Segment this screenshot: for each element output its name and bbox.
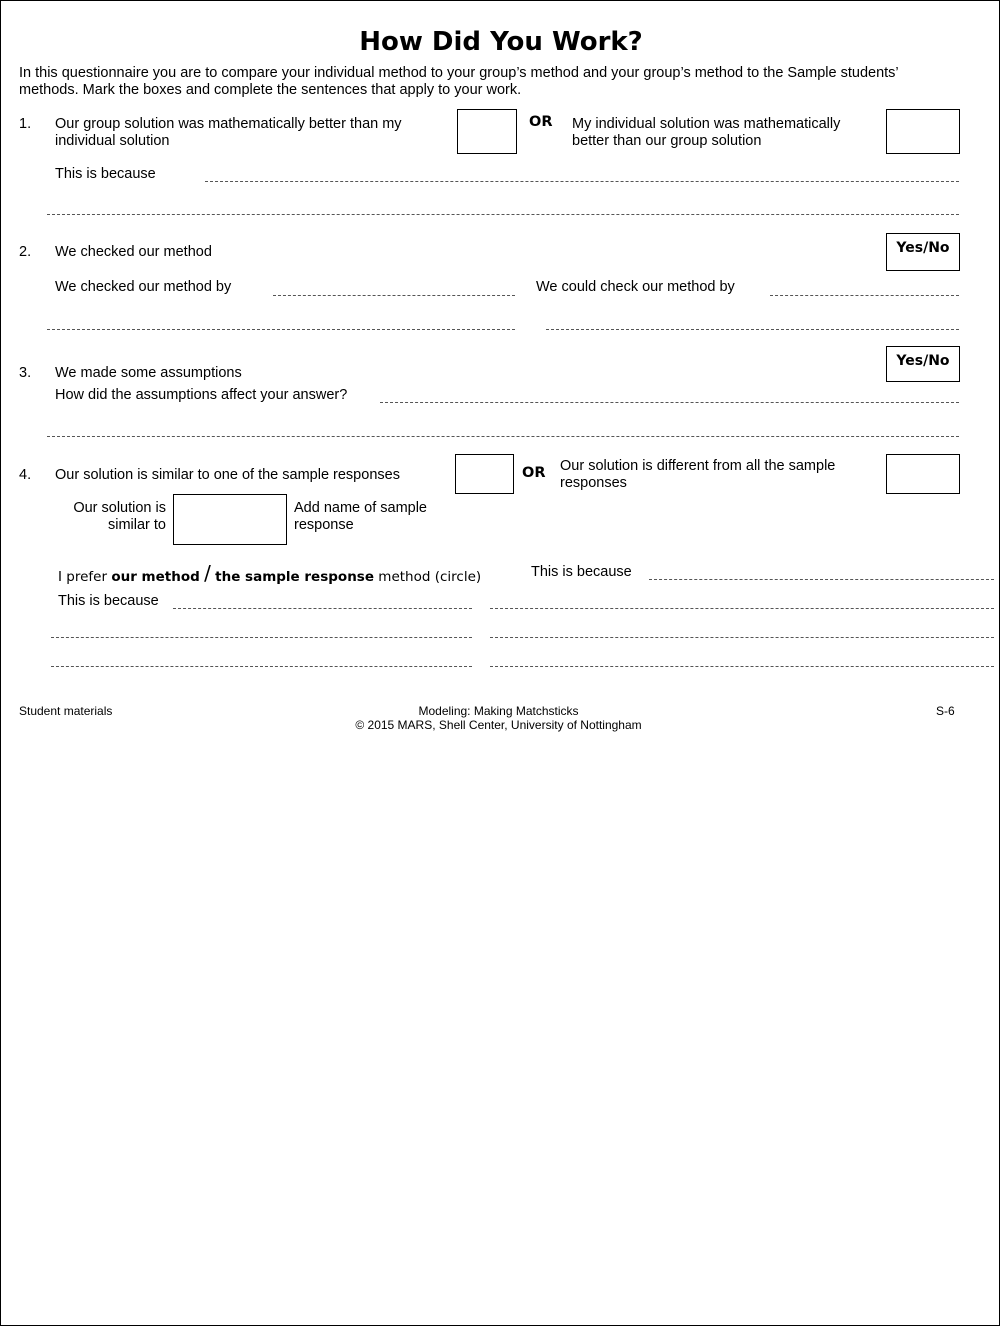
footer-center-line-1: Modeling: Making Matchsticks [418,704,579,718]
q4-similar-to-line-2: similar to [107,517,166,533]
q3-answer-line-2[interactable] [47,436,959,437]
q4-because-right-label: This is because [531,564,632,580]
q1-right-statement [572,116,840,150]
q4-left-line-2[interactable] [51,637,472,638]
q4-similar-to-line-1: Our solution is [73,500,166,516]
q2-checked-by-label: We checked our method by [55,279,232,295]
q4-prefer-start: I prefer [58,569,112,585]
q4-different-statement [560,458,835,492]
q4-number: 4. [19,467,32,483]
q2-checked-by-line-2[interactable] [47,329,515,330]
intro-text [19,65,899,99]
q4-similar-statement: Our solution is similar to one of the sample responses [55,467,400,483]
q4-left-line-3[interactable] [51,666,472,667]
q1-right-line-2: better than our group solution [572,133,762,149]
q4-option-sample-response[interactable]: the sample response [215,569,374,585]
q4-add-name-line-2: response [294,517,354,533]
q1-left-statement [55,116,402,150]
q4-right-line-4[interactable] [490,666,994,667]
q4-option-our-method[interactable]: our method [111,569,200,585]
q2-number: 2. [19,244,32,260]
q1-right-line-1: My individual solution was mathematically [572,116,841,132]
q4-because-left-label: This is because [58,593,159,609]
q4-prefer-sentence [58,563,481,587]
q4-prefer-slash: / [204,561,211,585]
q4-add-name-line-1: Add name of sample [294,500,427,516]
q3-yes-no-box[interactable]: Yes/No [886,346,960,382]
q1-because-line-2[interactable] [47,214,959,215]
q2-could-check-line-1[interactable] [770,295,959,296]
q4-different-line-1: Our solution is different from all the sample [560,458,836,474]
q4-right-line-2[interactable] [490,608,994,609]
q2-could-check-label: We could check our method by [536,279,735,295]
q3-answer-line-1[interactable] [380,402,959,403]
q4-different-line-2: responses [560,475,627,491]
q1-individual-better-checkbox[interactable] [886,109,960,154]
q2-statement: We checked our method [55,244,212,260]
q4-right-line-1[interactable] [649,579,994,580]
footer-center-line-2: © 2015 MARS, Shell Center, University of Nottingham [355,718,642,732]
footer-left: Student materials [19,704,113,718]
q1-because-label: This is because [55,166,156,182]
q4-prefer-end: method (circle) [374,569,482,585]
q4-right-line-3[interactable] [490,637,994,638]
q4-similar-checkbox[interactable] [455,454,514,494]
q4-different-checkbox[interactable] [886,454,960,494]
q4-add-name-label [294,500,427,534]
q1-left-line-2: individual solution [55,133,170,149]
q1-group-better-checkbox[interactable] [457,109,517,154]
q1-or-label: OR [529,114,553,130]
q4-similar-to-label [41,500,166,534]
q3-number: 3. [19,365,32,381]
q4-left-line-1[interactable] [173,608,472,609]
q2-yes-no-box[interactable]: Yes/No [886,233,960,271]
q1-number: 1. [19,116,32,132]
intro-line-2: methods. Mark the boxes and complete the sentences that apply to your work. [19,82,522,98]
page-title: How Did You Work? [359,27,643,57]
q1-because-line-1[interactable] [205,181,959,182]
q4-or-label: OR [522,465,546,481]
q2-checked-by-line-1[interactable] [273,295,515,296]
q3-question: How did the assumptions affect your answer? [55,387,348,403]
footer-center [1,704,996,732]
q2-could-check-line-2[interactable] [546,329,959,330]
footer-page-number: S-6 [936,704,955,718]
intro-line-1: In this questionnaire you are to compare your individual method to your group’s method and your group’s method to the Sample students’ [19,65,899,81]
q4-sample-name-input-box[interactable] [173,494,287,545]
q3-statement: We made some assumptions [55,365,242,381]
q1-left-line-1: Our group solution was mathematically better than my [55,116,402,132]
